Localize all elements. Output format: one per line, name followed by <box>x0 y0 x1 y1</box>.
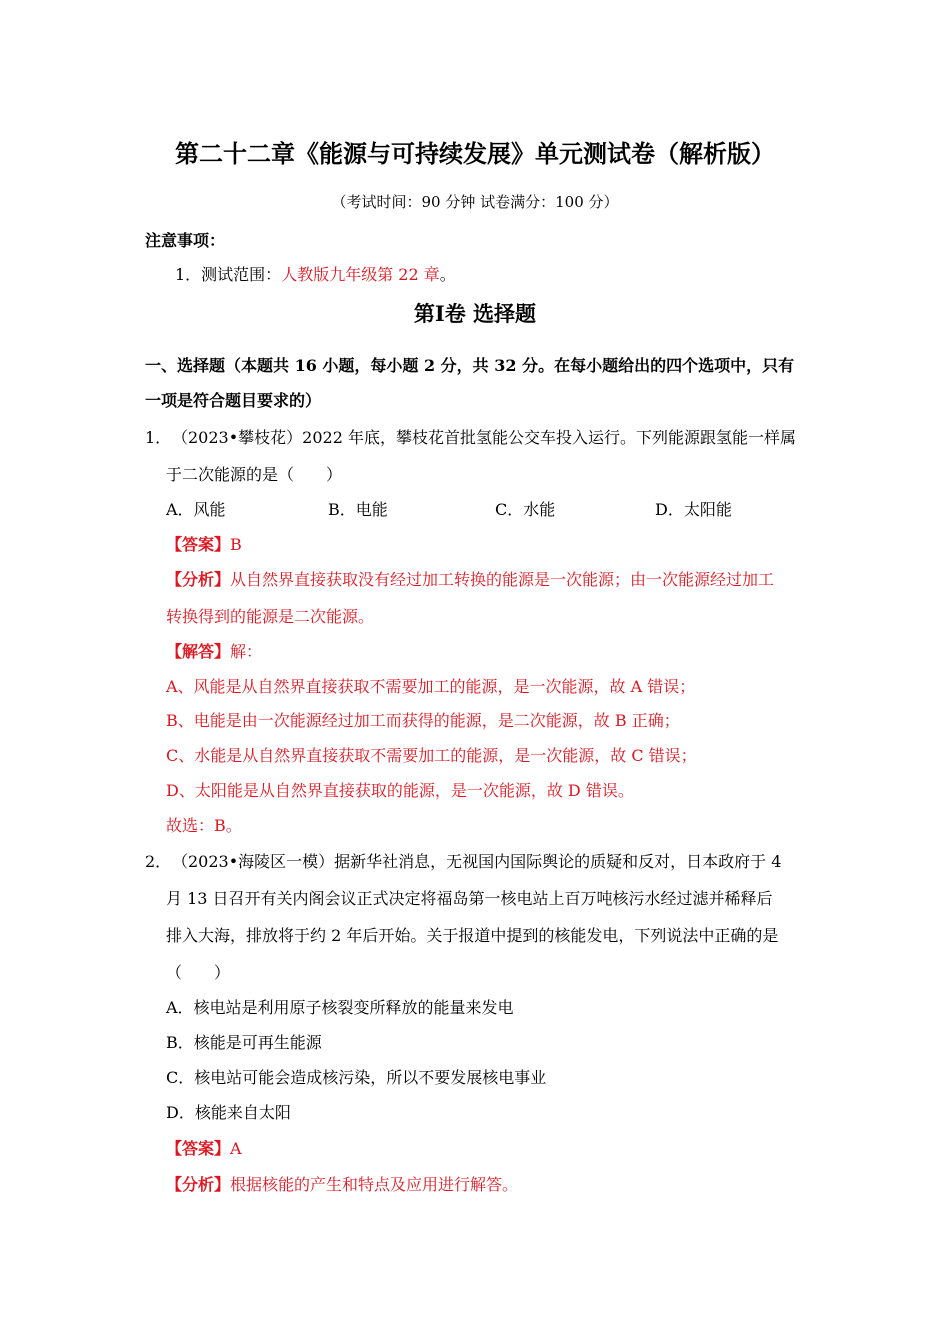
option-b: B．电能 <box>328 500 388 519</box>
test-scope-suffix: 。 <box>439 265 456 284</box>
answer <box>166 1136 242 1159</box>
solution-line-a: A、风能是从自然界直接获取不需要加工的能源，是一次能源，故 A 错误； <box>166 677 696 696</box>
analysis-tag: 【分析】 <box>166 1175 231 1194</box>
analysis-line2: 转换得到的能源是二次能源。 <box>166 607 375 626</box>
answer-tag: 【答案】 <box>166 535 231 554</box>
solution-tag: 【解答】 <box>166 642 231 661</box>
analysis-line1 <box>166 1172 518 1195</box>
answer-value: A <box>230 1139 242 1158</box>
document-title: 第二十二章《能源与可持续发展》单元测试卷（解析版） <box>175 139 775 168</box>
analysis-text: 从自然界直接获取没有经过加工转换的能源是一次能源；由一次能源经过加工 <box>230 570 775 589</box>
exam-info: （考试时间：90 分钟 试卷满分：100 分） <box>331 193 619 211</box>
solution-line-b: B、电能是由一次能源经过加工而获得的能源，是二次能源，故 B 正确； <box>166 711 680 730</box>
question-number: 1． <box>145 428 172 447</box>
solution-intro-text: 解： <box>230 642 263 661</box>
option-d: D．太阳能 <box>655 500 732 519</box>
answer-value: B <box>230 535 242 554</box>
option-b: B．核能是可再生能源 <box>166 1033 322 1052</box>
answer <box>166 532 242 555</box>
solution-conclusion: 故选：B。 <box>166 816 242 835</box>
solution-line-c: C、水能是从自然界直接获取不需要加工的能源，是一次能源，故 C 错误； <box>166 746 697 765</box>
question-text-line4: （ ） <box>166 963 231 982</box>
option-a: A．核电站是利用原子核裂变所释放的能量来发电 <box>166 998 514 1017</box>
solution-intro <box>166 639 262 662</box>
analysis-tag: 【分析】 <box>166 570 231 589</box>
question-number: 2． <box>145 852 172 871</box>
answer-tag: 【答案】 <box>166 1139 231 1158</box>
option-a: A．风能 <box>166 500 226 519</box>
option-c: C．水能 <box>495 500 556 519</box>
question-text-line1: （2023•海陵区一模）据新华社消息，无视国内国际舆论的质疑和反对，日本政府于 4 <box>172 852 782 871</box>
question-text-line2: 于二次能源的是（ ） <box>166 465 343 484</box>
option-c: C．核电站可能会造成核污染，所以不要发展核电事业 <box>166 1068 547 1087</box>
notes-heading: 注意事项： <box>145 231 226 250</box>
test-scope-value: 人教版九年级第 22 章 <box>281 265 440 284</box>
question-text-line1: （2023•攀枝花）2022 年底，攀枝花首批氢能公交车投入运行。下列能源跟氢能一样属 <box>172 428 796 447</box>
option-d: D．核能来自太阳 <box>166 1103 291 1122</box>
volume-title: 第Ⅰ卷 选择题 <box>413 301 537 326</box>
solution-line-d: D、太阳能是从自然界直接获取的能源，是一次能源，故 D 错误。 <box>166 781 634 800</box>
test-scope <box>175 262 456 285</box>
question-text-line3: 排入大海，排放将于约 2 年后开始。关于报道中提到的核能发电，下列说法中正确的是 <box>166 926 779 945</box>
question-text-line2: 月 13 日召开有关内阁会议正式决定将福岛第一核电站上百万吨核污水经过滤并稀释后 <box>166 889 773 908</box>
section-heading-line1: 一、选择题（本题共 16 小题，每小题 2 分，共 32 分。在每小题给出的四个选项中，只有 <box>145 356 795 375</box>
section-heading-line2: 一项是符合题目要求的） <box>145 391 322 410</box>
analysis-line1 <box>166 567 774 590</box>
analysis-text: 根据核能的产生和特点及应用进行解答。 <box>230 1175 519 1194</box>
test-scope-label: 1．测试范围： <box>175 265 282 284</box>
